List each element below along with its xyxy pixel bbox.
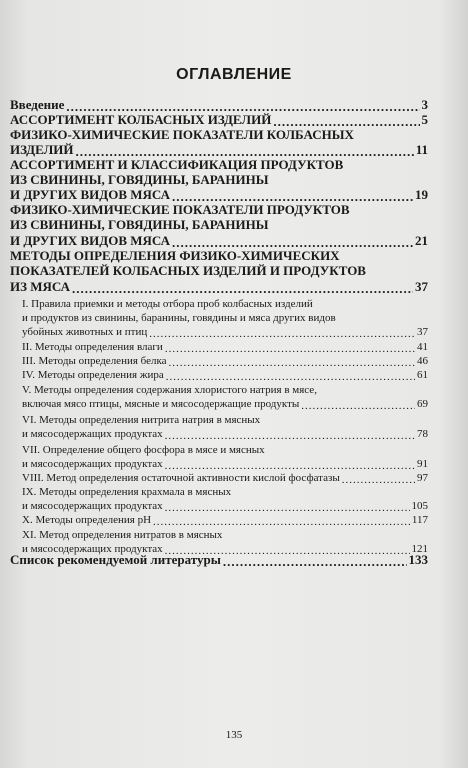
toc-entry-title: АССОРТИМЕНТ КОЛБАСНЫХ ИЗДЕЛИЙ (10, 112, 272, 127)
toc-page-number: 105 (411, 500, 428, 512)
dot-leader (165, 501, 410, 512)
toc-entry-title-line: ФИЗИКО-ХИМИЧЕСКИЕ ПОКАЗАТЕЛИ КОЛБАСНЫХ (10, 127, 354, 142)
toc-entry-title-line: VI. Методы определения нитрита натрия в мясных (22, 414, 261, 426)
toc-entry-title-line: ПОКАЗАТЕЛЕЙ КОЛБАСНЫХ ИЗДЕЛИЙ И ПРОДУКТОВ (10, 263, 366, 278)
toc-entry-title: VIII. Метод определения остаточной активности кислой фосфатазы (22, 472, 340, 484)
toc-entry (22, 500, 428, 512)
toc-entry-title: II. Методы определения влаги (22, 341, 163, 353)
dot-leader (165, 459, 415, 470)
dot-leader (273, 114, 419, 127)
dot-leader (153, 515, 410, 526)
toc-entry-title-line: IX. Методы определения крахмала в мясных (22, 486, 232, 498)
toc-entry (22, 341, 428, 353)
dot-leader (72, 281, 413, 294)
toc-entry-title: и мясосодержащих продуктах (22, 458, 163, 470)
toc-entry-title: Список рекомендуемой литературы (10, 552, 221, 567)
toc-entry-title: включая мясо птицы, мясные и мясосодержащие продукты (22, 398, 300, 410)
toc-entry-title-line: V. Методы определения содержания хлористого натрия в мясе, (22, 384, 317, 396)
toc-entry (10, 188, 428, 202)
toc-entry-title-line: ФИЗИКО-ХИМИЧЕСКИЕ ПОКАЗАТЕЛИ ПРОДУКТОВ (10, 202, 350, 217)
toc-entry-title: и мясосодержащих продуктах (22, 428, 163, 440)
toc-entry-title-line: и продуктов из свинины, баранины, говядины и мяса других видов (22, 312, 336, 324)
toc-page-number: 37 (415, 279, 428, 294)
toc-entry (22, 514, 428, 526)
toc-entry-title: и мясосодержащих продуктах (22, 500, 163, 512)
toc-entry-title: IV. Методы определения жира (22, 369, 164, 381)
toc-page-number: 5 (421, 112, 428, 127)
toc-entry-title: И ДРУГИХ ВИДОВ МЯСА (10, 233, 171, 248)
dot-leader (169, 356, 415, 367)
toc-entry (10, 280, 428, 294)
dot-leader (165, 429, 415, 440)
toc-page-number: 11 (415, 142, 428, 157)
toc-entry-title-line: ИЗ СВИНИНЫ, ГОВЯДИНЫ, БАРАНИНЫ (10, 172, 269, 187)
toc-entry (22, 472, 428, 484)
dot-leader (165, 342, 415, 353)
toc-page-number: 97 (417, 472, 428, 484)
toc-page-number: 121 (411, 543, 428, 555)
toc-entry (22, 326, 428, 338)
toc-entry (22, 428, 428, 440)
toc-page-number: 3 (421, 97, 428, 112)
page-number: 135 (225, 729, 243, 741)
toc-page-number: 41 (417, 341, 428, 353)
toc-page-number: 69 (417, 398, 428, 410)
toc-entry (10, 143, 428, 157)
toc-entry-title: III. Методы определения белка (22, 355, 167, 367)
dot-leader (172, 189, 413, 202)
toc-entry-title: ИЗДЕЛИЙ (10, 142, 74, 157)
toc-entry-title-line: VII. Определение общего фосфора в мясе и мясных (22, 444, 265, 456)
toc-page-number: 133 (408, 552, 428, 567)
toc-entry (22, 355, 428, 367)
toc-page-number: 19 (415, 187, 428, 202)
toc-page-number: 21 (415, 233, 428, 248)
toc-entry-title: Введение (10, 97, 65, 112)
toc-entry (10, 113, 428, 127)
toc-page-number: 46 (417, 355, 428, 367)
page-title: ОГЛАВЛЕНИЕ (176, 66, 292, 83)
toc-entry-title: ИЗ МЯСА (10, 279, 71, 294)
toc-entry (10, 553, 428, 567)
dot-leader (342, 473, 415, 484)
toc-entry-title-line: АССОРТИМЕНТ И КЛАССИФИКАЦИЯ ПРОДУКТОВ (10, 157, 344, 172)
dot-leader (149, 327, 415, 338)
toc-entry-title-line: XI. Метод определения нитратов в мясных (22, 529, 223, 541)
toc-entry (10, 234, 428, 248)
dot-leader (166, 370, 415, 381)
toc-entry-title: И ДРУГИХ ВИДОВ МЯСА (10, 187, 171, 202)
toc-entry-title-line: I. Правила приемки и методы отбора проб колбасных изделий (22, 298, 313, 310)
dot-leader (172, 235, 413, 248)
toc-entry (10, 98, 428, 112)
toc-entry-title-line: МЕТОДЫ ОПРЕДЕЛЕНИЯ ФИЗИКО-ХИМИЧЕСКИХ (10, 248, 340, 263)
toc-page-number: 78 (417, 428, 428, 440)
toc-entry (22, 398, 428, 410)
toc-entry (22, 458, 428, 470)
toc-page-number: 37 (417, 326, 428, 338)
dot-leader (301, 399, 415, 410)
dot-leader (66, 99, 419, 112)
toc-page-number: 117 (411, 514, 428, 526)
toc-entry-title-line: ИЗ СВИНИНЫ, ГОВЯДИНЫ, БАРАНИНЫ (10, 217, 269, 232)
toc-entry (22, 369, 428, 381)
toc-entry-title: и мясосодержащих продуктах (22, 543, 163, 555)
dot-leader (223, 554, 407, 567)
toc-entry-title: X. Методы определения pH (22, 514, 152, 526)
toc-page-number: 61 (417, 369, 428, 381)
dot-leader (76, 144, 414, 157)
toc-page-number: 91 (417, 458, 428, 470)
toc-entry-title: убойных животных и птиц (22, 326, 148, 338)
